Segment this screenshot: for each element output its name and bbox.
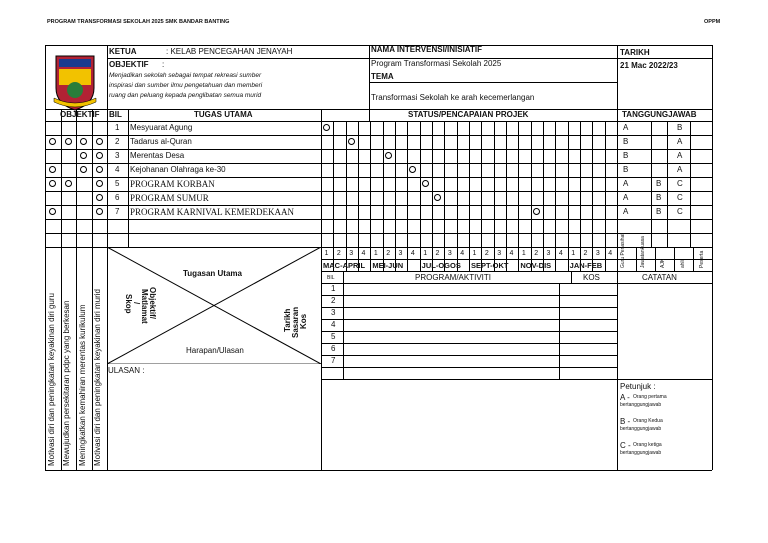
ulasan-label: ULASAN : <box>108 366 145 375</box>
grid-line <box>555 121 556 271</box>
responsibility-code: B <box>623 165 629 174</box>
task-bil: 1 <box>115 123 120 132</box>
grid-line <box>321 355 617 356</box>
role-label: Guru Penasihat <box>620 233 626 268</box>
week-number: 2 <box>583 250 588 257</box>
responsibility-code: A <box>677 137 683 146</box>
grid-line <box>568 121 569 271</box>
responsibility-code: B <box>623 137 629 146</box>
week-number: 2 <box>386 250 391 257</box>
grid-line <box>420 121 421 271</box>
week-number: 3 <box>546 250 551 257</box>
objective-label: Mewujudkan persekitaran pdpc yang berkesan <box>62 300 71 466</box>
grid-line <box>45 149 712 150</box>
page-header-title: PROGRAM TRANSFORMASI SEKOLAH 2025 SMK BANDAR BANTING <box>47 19 230 25</box>
grid-line <box>531 121 532 271</box>
grid-line <box>321 379 617 380</box>
week-number: 1 <box>521 250 526 257</box>
role-label: ahli <box>680 260 686 268</box>
grid-line <box>693 247 694 271</box>
petunjuk-text: bertanggungjawab <box>620 450 662 456</box>
grid-line <box>617 379 712 380</box>
grid-line <box>346 121 347 271</box>
grid-line <box>655 247 656 271</box>
grid-line <box>580 121 581 271</box>
responsibility-code: A <box>623 179 629 188</box>
objective-mark <box>96 208 103 215</box>
grid-line <box>128 109 129 247</box>
grid-line <box>667 121 668 219</box>
objektif-column-header: OBJEKTIF <box>60 110 100 119</box>
grid-line <box>420 259 421 271</box>
status-mark <box>422 180 429 187</box>
responsibility-code: B <box>656 207 662 216</box>
petunjuk-key: C - <box>620 441 631 450</box>
tarikh-label: TARIKH <box>620 48 650 57</box>
week-number: 1 <box>423 250 428 257</box>
grid-line <box>358 121 359 271</box>
tema-value: Transformasi Sekolah ke arah kecemerlangan <box>371 93 535 102</box>
responsibility-code: C <box>677 179 683 188</box>
week-number: 2 <box>435 250 440 257</box>
week-number: 3 <box>497 250 502 257</box>
responsibility-code: A <box>623 193 629 202</box>
month-label: MAC-APRIL <box>323 261 366 270</box>
objective-mark <box>49 166 56 173</box>
responsibility-code: B <box>623 151 629 160</box>
objective-label: Meningkatkan kemahiran merentas kurikulum <box>78 304 87 466</box>
week-number: 3 <box>595 250 600 257</box>
grid-line <box>481 121 482 271</box>
objective-label: Motivasi diri dan peningkatan keyakinan diri murid <box>93 289 102 466</box>
petunjuk-text: bertanggungjawab <box>620 402 662 408</box>
status-mark <box>533 208 540 215</box>
grid-line <box>321 259 712 260</box>
petunjuk-text: Orang ketiga <box>633 442 662 448</box>
grid-line <box>45 177 712 178</box>
status-mark <box>348 138 355 145</box>
petunjuk-title: Petunjuk : <box>620 382 656 391</box>
objective-mark <box>65 138 72 145</box>
nama-value: Program Transformasi Sekolah 2025 <box>371 59 502 68</box>
objective-mark <box>80 166 87 173</box>
month-label: JUL-OGOS <box>421 261 461 270</box>
grid-line <box>321 343 617 344</box>
week-number: 1 <box>571 250 576 257</box>
matrix-left-label: Skop <box>124 294 133 314</box>
grid-line <box>45 135 712 136</box>
grid-line <box>667 219 668 247</box>
tugas-column-header: TUGAS UTAMA <box>194 110 253 119</box>
grid-line <box>370 121 371 271</box>
grid-line <box>343 271 344 379</box>
week-number: 1 <box>324 250 329 257</box>
objective-mark <box>80 152 87 159</box>
week-number: 3 <box>398 250 403 257</box>
task-name: Kejohanan Olahraga ke-30 <box>130 165 226 174</box>
task-name: PROGRAM KARNIVAL KEMERDEKAAN <box>130 207 295 217</box>
objective-mark <box>49 180 56 187</box>
tanggungjawab-column-header: TANGGUNGJAWAB <box>622 110 697 119</box>
week-number: 4 <box>558 250 563 257</box>
sheet-bottom <box>45 470 712 471</box>
petunjuk-text: Orang pertama <box>633 394 667 400</box>
grid-line <box>518 259 519 271</box>
responsibility-code: A <box>623 207 629 216</box>
responsibility-code: C <box>677 193 683 202</box>
program-row-number: 4 <box>331 320 336 329</box>
task-bil: 2 <box>115 137 120 146</box>
bil-column-header: BIL <box>109 110 122 119</box>
ketua-label: KETUA <box>109 47 137 56</box>
grid-line <box>321 307 617 308</box>
objective-mark <box>96 152 103 159</box>
matrix-bottom-label: Harapan/Ulasan <box>186 346 244 355</box>
grid-line <box>45 121 712 122</box>
task-bil: 3 <box>115 151 120 160</box>
grid-line <box>45 219 712 220</box>
grid-line <box>321 367 617 368</box>
objektif-line1: Menjadikan sekolah sebagai tempat rekreasi sumber <box>109 72 262 79</box>
week-number: 2 <box>534 250 539 257</box>
grid-line <box>321 283 617 284</box>
grid-line <box>45 205 712 206</box>
matrix-top-label: Tugasan Utama <box>183 269 242 278</box>
task-bil: 7 <box>115 207 120 216</box>
month-label: NOV-DIS <box>520 261 552 270</box>
week-number: 2 <box>336 250 341 257</box>
objective-mark <box>96 138 103 145</box>
status-column-header: STATUS/PENCAPAIAN PROJEK <box>408 110 529 119</box>
petunjuk-key: A - <box>620 393 630 402</box>
catatan-header: CATATAN <box>642 273 677 282</box>
week-number: 1 <box>373 250 378 257</box>
week-number: 4 <box>460 250 465 257</box>
objektif-line2: inspirasi dan sumber ilmu pengetahuan dan memberi <box>109 82 263 89</box>
grid-line <box>45 163 712 164</box>
role-label: Jawatankuasa <box>640 236 646 268</box>
grid-line <box>321 295 617 296</box>
grid-line <box>107 58 369 59</box>
tema-label: TEMA <box>371 72 394 81</box>
grid-line <box>469 121 470 271</box>
responsibility-code: C <box>677 207 683 216</box>
nama-label: NAMA INTERVENSI/INISIATIF <box>371 45 482 54</box>
grid-line <box>45 191 712 192</box>
objective-mark <box>96 166 103 173</box>
program-bil-header: BIL <box>327 275 335 281</box>
program-kos-header: KOS <box>583 273 600 282</box>
grid-line <box>518 121 519 271</box>
grid-line <box>651 121 652 219</box>
grid-line <box>333 121 334 271</box>
objective-mark <box>49 138 56 145</box>
grid-line <box>617 283 712 284</box>
grid-line <box>444 121 445 271</box>
task-name: Mesyuarat Agung <box>130 123 193 132</box>
program-row-number: 2 <box>331 296 336 305</box>
grid-line <box>45 109 712 110</box>
grid-line <box>543 121 544 271</box>
responsibility-code: A <box>677 165 683 174</box>
week-number: 2 <box>484 250 489 257</box>
grid-line <box>506 121 507 271</box>
grid-line <box>432 121 433 271</box>
grid-line <box>321 109 322 470</box>
status-mark <box>409 166 416 173</box>
grid-line <box>690 219 691 247</box>
responsibility-code: A <box>623 123 629 132</box>
responsibility-code: B <box>677 123 683 132</box>
grid-line <box>568 259 569 271</box>
task-name: Tadarus al-Quran <box>130 137 192 146</box>
grid-line <box>571 271 572 283</box>
program-row-number: 5 <box>331 332 336 341</box>
objective-mark <box>65 180 72 187</box>
grid-line <box>45 233 712 234</box>
matrix-right-label: Sasaran <box>291 306 300 338</box>
week-number: 4 <box>509 250 514 257</box>
task-name: PROGRAM SUMUR <box>130 193 209 203</box>
grid-line <box>370 259 371 271</box>
matrix-right-label: Kos <box>299 313 308 329</box>
week-number: 4 <box>608 250 613 257</box>
matrix-left-label: / <box>132 302 141 305</box>
objektif-line3: ruang dan peluang kepada penglibatan semua murid <box>109 92 262 99</box>
grid-line <box>469 259 470 271</box>
grid-line <box>76 109 77 470</box>
matrix-left-label: Objektif/ <box>148 287 157 320</box>
task-bil: 5 <box>115 179 120 188</box>
objective-label: Motivasi diri dan peningkatan keyakinan diri guru <box>47 293 56 466</box>
grid-line <box>457 121 458 271</box>
task-bil: 6 <box>115 193 120 202</box>
grid-line <box>712 45 713 470</box>
month-label: MEI-JUN <box>372 261 404 270</box>
grid-line <box>407 121 408 271</box>
grid-line <box>605 121 606 271</box>
school-logo <box>50 50 100 112</box>
grid-line <box>636 247 637 271</box>
grid-line <box>674 247 675 271</box>
month-label: SEPT-OKT <box>471 261 509 270</box>
objektif-colon: : <box>162 60 165 69</box>
grid-line <box>45 109 46 470</box>
program-row-number: 6 <box>331 344 336 353</box>
grid-line <box>395 121 396 271</box>
task-name: Merentas Desa <box>130 151 185 160</box>
grid-line <box>383 121 384 271</box>
grid-line <box>321 331 617 332</box>
grid-line <box>494 121 495 271</box>
task-bil: 4 <box>115 165 120 174</box>
grid-line <box>617 58 712 59</box>
grid-line <box>321 271 617 272</box>
petunjuk-text: bertanggungjawab <box>620 426 662 432</box>
responsibility-code: A <box>677 151 683 160</box>
program-row-number: 7 <box>331 356 336 365</box>
ketua-value: : KELAB PENCEGAHAN JENAYAH <box>166 47 293 56</box>
responsibility-code: B <box>656 179 662 188</box>
week-number: 4 <box>361 250 366 257</box>
task-name: PROGRAM KORBAN <box>130 179 215 189</box>
role-label: Peserta <box>699 250 705 268</box>
tarikh-value: 21 Mac 2022/23 <box>620 61 678 70</box>
objektif-label: OBJEKTIF <box>109 60 149 69</box>
grid-line <box>690 121 691 219</box>
grid-line <box>592 121 593 271</box>
matrix-left-label: Matlamat <box>140 289 149 324</box>
matrix-right-label: Tarikh <box>283 308 292 332</box>
status-mark <box>323 124 330 131</box>
objective-mark <box>80 138 87 145</box>
status-mark <box>434 194 441 201</box>
grid-line <box>651 219 652 247</box>
grid-line <box>369 82 617 83</box>
program-row-number: 1 <box>331 284 336 293</box>
month-label: JAN-FEB <box>569 261 603 270</box>
petunjuk-text: Orang Kedua <box>633 418 663 424</box>
week-number: 1 <box>472 250 477 257</box>
grid-line <box>321 319 617 320</box>
objective-mark <box>49 208 56 215</box>
grid-line <box>617 247 618 271</box>
week-number: 3 <box>349 250 354 257</box>
week-number: 4 <box>410 250 415 257</box>
page-header-code: OPPM <box>704 19 721 25</box>
grid-line <box>559 283 560 379</box>
status-mark <box>385 152 392 159</box>
petunjuk-key: B - <box>620 417 631 426</box>
objective-mark <box>96 194 103 201</box>
program-row-number: 3 <box>331 308 336 317</box>
objective-mark <box>96 180 103 187</box>
role-label: AJK <box>660 258 666 268</box>
week-number: 3 <box>447 250 452 257</box>
grid-line <box>617 109 618 470</box>
responsibility-code: B <box>656 193 662 202</box>
program-activity-header: PROGRAM/AKTIVITI <box>415 273 492 282</box>
